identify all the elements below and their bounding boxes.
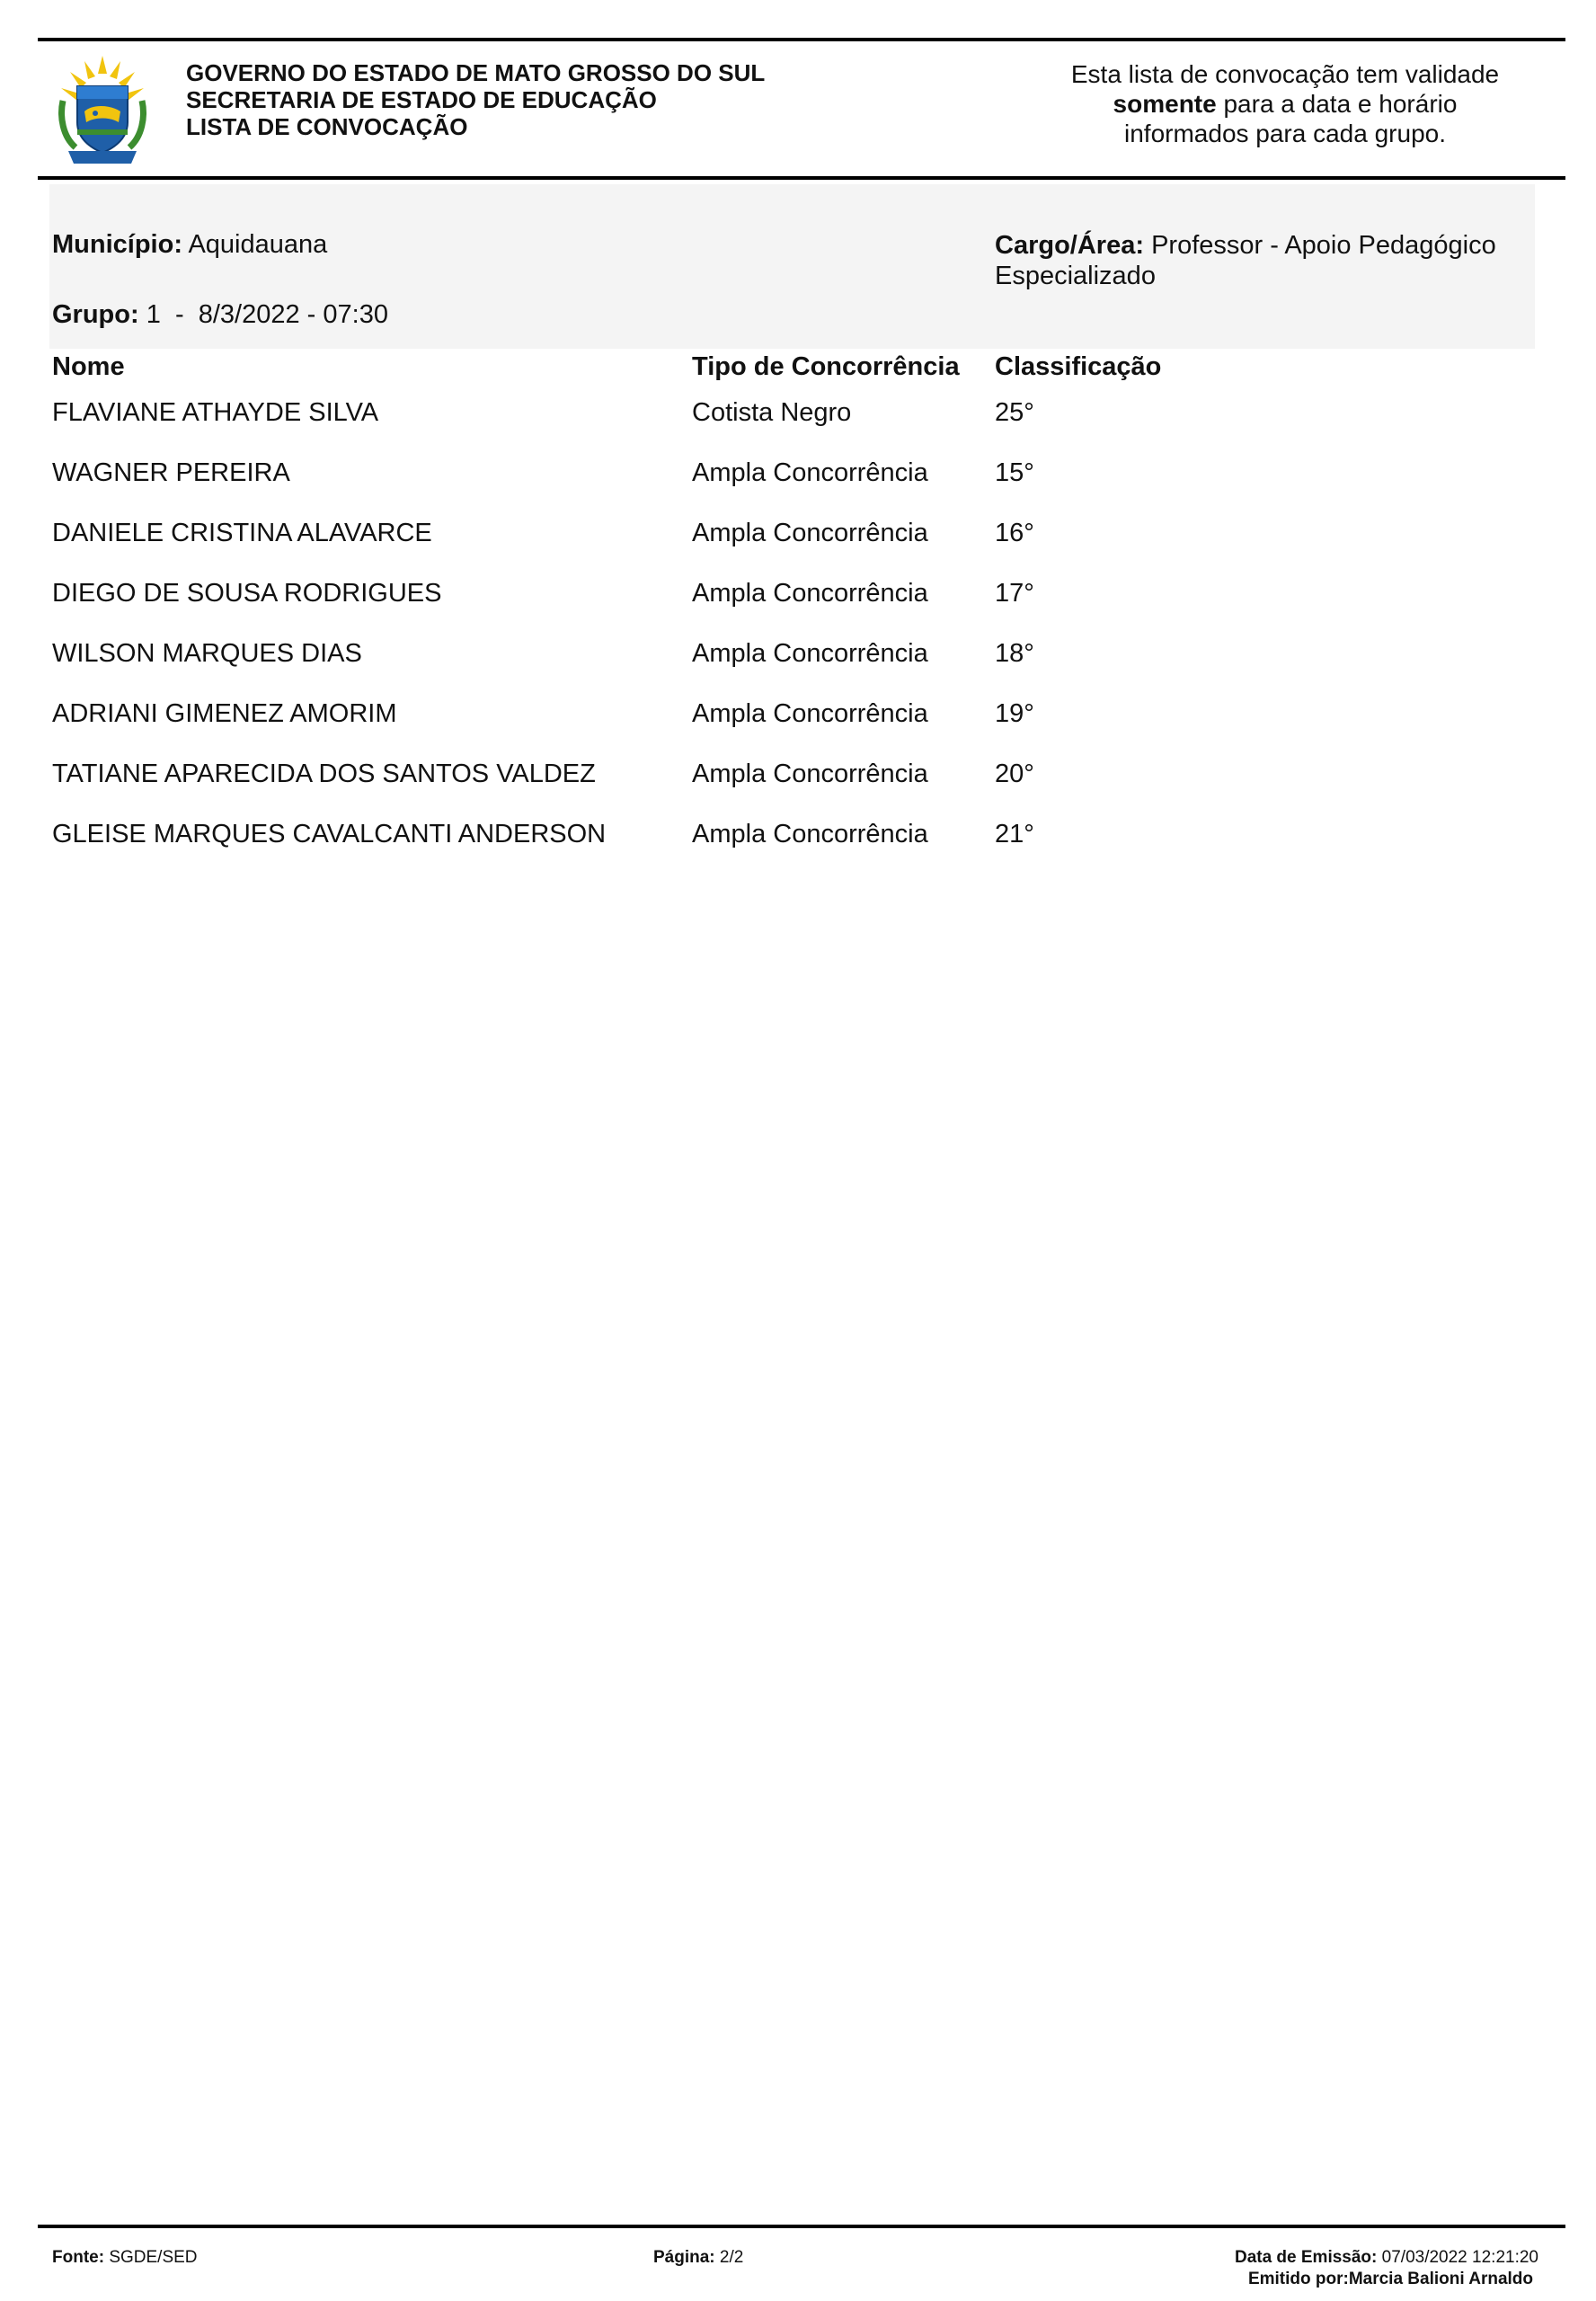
notice-line-1: Esta lista de convocação tem validade <box>1070 60 1500 88</box>
row-classificacao: 17° <box>995 579 1034 608</box>
footer-rule <box>38 2225 1565 2228</box>
footer-fonte <box>52 2247 198 2269</box>
column-header-classificacao: Classificação <box>995 352 1162 381</box>
row-tipo: Ampla Concorrência <box>692 458 928 487</box>
row-tipo: Ampla Concorrência <box>692 519 928 547</box>
emitido-por: Emitido por:Marcia Balioni Arnaldo <box>1247 2270 1533 2288</box>
row-tipo: Ampla Concorrência <box>692 639 928 668</box>
municipio-field <box>52 230 327 260</box>
footer-emissao <box>1235 2247 1538 2290</box>
municipio-value: Aquidauana <box>188 230 328 259</box>
table-row <box>0 760 1596 795</box>
header-rule <box>38 176 1565 180</box>
notice-mid: para a data e horário <box>1216 90 1458 118</box>
pagina-value: 2/2 <box>719 2248 744 2267</box>
column-header-tipo: Tipo de Concorrência <box>692 352 960 381</box>
table-row <box>0 579 1596 615</box>
top-rule <box>38 38 1565 41</box>
emissao-value: 07/03/2022 12:21:20 <box>1381 2248 1538 2267</box>
table-row <box>0 699 1596 735</box>
fonte-value: SGDE/SED <box>109 2248 198 2267</box>
emissao-line <box>1235 2247 1538 2269</box>
row-tipo: Ampla Concorrência <box>692 579 928 608</box>
cargo-value: Professor - Apoio Pedagógico Especializado <box>995 231 1496 290</box>
pagina-label: Página: <box>653 2248 715 2267</box>
row-name: FLAVIANE ATHAYDE SILVA <box>52 398 379 427</box>
notice-line-2 <box>1015 89 1555 119</box>
row-name: WILSON MARQUES DIAS <box>52 639 362 668</box>
row-tipo: Ampla Concorrência <box>692 760 928 788</box>
header-title-lista: LISTA DE CONVOCAÇÃO <box>186 113 468 140</box>
fonte-label: Fonte: <box>52 2248 105 2267</box>
row-tipo: Cotista Negro <box>692 398 852 427</box>
row-name: DIEGO DE SOUSA RODRIGUES <box>52 579 442 608</box>
footer-pagina <box>653 2247 743 2269</box>
table-row <box>0 458 1596 494</box>
header-title-secretaria: SECRETARIA DE ESTADO DE EDUCAÇÃO <box>186 86 657 113</box>
validity-notice <box>1015 59 1555 148</box>
row-classificacao: 18° <box>995 639 1034 668</box>
grupo-value: 1 - 8/3/2022 - 07:30 <box>146 300 388 329</box>
emissao-label: Data de Emissão: <box>1234 2248 1378 2267</box>
header-titles <box>186 59 765 140</box>
table-row <box>0 519 1596 555</box>
row-classificacao: 16° <box>995 519 1034 547</box>
row-classificacao: 21° <box>995 820 1034 848</box>
row-classificacao: 19° <box>995 699 1034 728</box>
row-tipo: Ampla Concorrência <box>692 699 928 728</box>
row-name: ADRIANI GIMENEZ AMORIM <box>52 699 397 728</box>
cargo-label: Cargo/Área: <box>995 231 1144 260</box>
row-classificacao: 15° <box>995 458 1034 487</box>
notice-line-3: informados para cada grupo. <box>1124 120 1446 147</box>
cargo-field <box>995 230 1552 291</box>
column-header-nome: Nome <box>52 352 125 381</box>
row-classificacao: 20° <box>995 760 1034 788</box>
table-row <box>0 820 1596 856</box>
grupo-field <box>52 300 388 330</box>
header-title-governo: GOVERNO DO ESTADO DE MATO GROSSO DO SUL <box>186 59 766 86</box>
row-tipo: Ampla Concorrência <box>692 820 928 848</box>
municipio-label: Município: <box>52 230 182 259</box>
table-row <box>0 639 1596 675</box>
notice-bold: somente <box>1113 90 1217 118</box>
row-classificacao: 25° <box>995 398 1034 427</box>
row-name: WAGNER PEREIRA <box>52 458 290 487</box>
row-name: DANIELE CRISTINA ALAVARCE <box>52 519 432 547</box>
coat-of-arms-logo <box>50 54 155 169</box>
row-name: GLEISE MARQUES CAVALCANTI ANDERSON <box>52 820 607 848</box>
table-row <box>0 398 1596 434</box>
row-name: TATIANE APARECIDA DOS SANTOS VALDEZ <box>52 760 596 788</box>
grupo-label: Grupo: <box>52 300 139 329</box>
